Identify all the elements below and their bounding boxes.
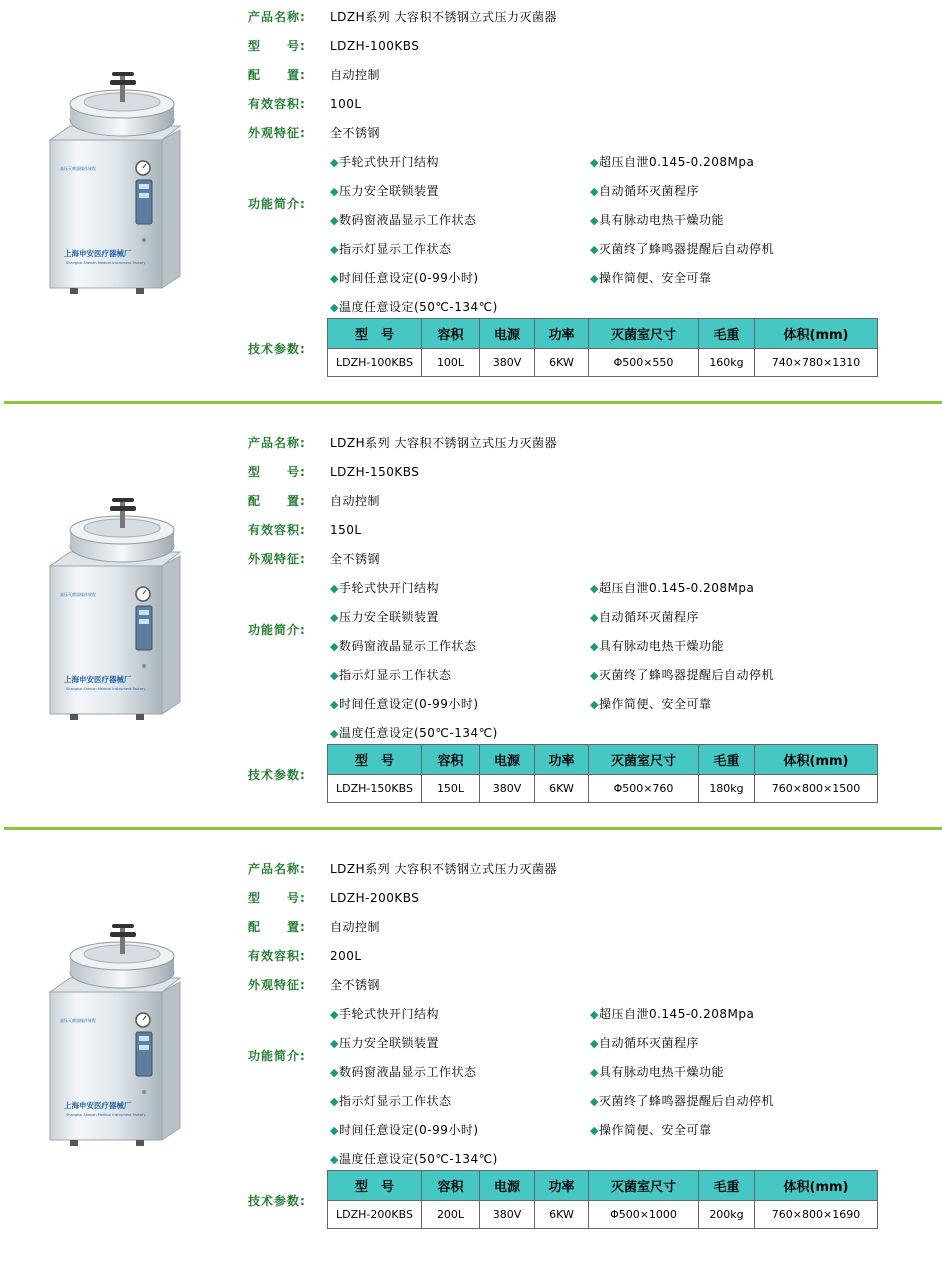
- spec-header-cell: 灭菌室尺寸: [589, 319, 699, 349]
- brand-text: 上海申安医疗器械厂: [64, 1101, 132, 1110]
- spec-header-row: [328, 319, 878, 349]
- diamond-icon: ◆: [330, 1153, 339, 1166]
- spec-data-row: [328, 349, 878, 377]
- feature-text: 指示灯显示工作状态: [338, 668, 452, 682]
- capacity-label: 有效容积:: [248, 523, 306, 537]
- product-capacity: 150L: [330, 523, 362, 537]
- spec-cell: 200L: [422, 1201, 480, 1229]
- brand-text: 上海申安医疗器械厂: [64, 675, 132, 684]
- name-label: 产品名称:: [248, 862, 306, 876]
- diamond-icon: ◆: [590, 1037, 599, 1050]
- feature-item: [330, 1005, 439, 1023]
- diamond-icon: ◆: [590, 698, 599, 711]
- feature-item: [590, 182, 699, 200]
- product-config: 自动控制: [330, 920, 381, 934]
- svg-text:Shanghai Shenan Medical Instru: Shanghai Shenan Medical Instrument Factory: [66, 687, 146, 691]
- feature-text: 温度任意设定(50℃-134℃): [338, 726, 498, 740]
- diamond-icon: ◆: [590, 1095, 599, 1108]
- feature-item: [330, 269, 479, 287]
- spec-header-cell: 毛重: [699, 319, 755, 349]
- svg-text:高压灭菌器操作规程: 高压灭菌器操作规程: [60, 166, 96, 171]
- feature-text: 自动循环灭菌程序: [598, 610, 699, 624]
- appearance-label: 外观特征:: [248, 978, 306, 992]
- spec-header-cell: 容积: [422, 745, 480, 775]
- svg-text:Shanghai Shenan Medical Instru: Shanghai Shenan Medical Instrument Factory: [66, 1113, 146, 1117]
- diamond-icon: ◆: [590, 611, 599, 624]
- spec-header-cell: 电源: [480, 1171, 535, 1201]
- svg-text:高压灭菌器操作规程: 高压灭菌器操作规程: [60, 592, 96, 597]
- spec-cell: 6KW: [535, 349, 589, 377]
- spec-header-cell: 功率: [535, 319, 589, 349]
- spec-header-cell: 容积: [422, 1171, 480, 1201]
- spec-header-cell: 灭菌室尺寸: [589, 745, 699, 775]
- feature-item: [330, 182, 439, 200]
- specs-label: 技术参数:: [248, 768, 306, 782]
- diamond-icon: ◆: [590, 243, 599, 256]
- name-label: 产品名称:: [248, 10, 306, 24]
- svg-text:高压灭菌器操作规程: 高压灭菌器操作规程: [60, 1018, 96, 1023]
- feature-item: [330, 724, 498, 742]
- feature-item: [590, 1005, 754, 1023]
- spec-header-cell: 型 号: [328, 1171, 422, 1201]
- model-label: 型 号:: [248, 891, 306, 905]
- spec-cell: LDZH-150KBS: [328, 775, 422, 803]
- spec-header-cell: 型 号: [328, 745, 422, 775]
- feature-text: 超压自泄0.145-0.208Mpa: [598, 1007, 755, 1021]
- feature-text: 操作简便、安全可靠: [598, 1123, 712, 1137]
- feature-text: 手轮式快开门结构: [338, 155, 439, 169]
- spec-cell: 380V: [480, 775, 535, 803]
- diamond-icon: ◆: [590, 272, 599, 285]
- product-appearance: 全不锈钢: [330, 126, 381, 140]
- spec-header-cell: 型 号: [328, 319, 422, 349]
- product-model: LDZH-150KBS: [330, 465, 420, 479]
- feature-item: [590, 608, 699, 626]
- section-divider: [4, 827, 942, 830]
- spec-cell: Φ500×760: [589, 775, 699, 803]
- diamond-icon: ◆: [590, 1124, 599, 1137]
- feature-text: 手轮式快开门结构: [338, 1007, 439, 1021]
- spec-cell: 160kg: [699, 349, 755, 377]
- feature-text: 灭菌终了蜂鸣器提醒后自动停机: [598, 1094, 774, 1108]
- feature-item: [590, 269, 711, 287]
- diamond-icon: ◆: [330, 727, 339, 740]
- product-model: LDZH-100KBS: [330, 39, 420, 53]
- feature-item: [330, 1034, 439, 1052]
- product-name: LDZH系列 大容积不锈钢立式压力灭菌器: [330, 10, 557, 24]
- product-appearance: 全不锈钢: [330, 552, 381, 566]
- diamond-icon: ◆: [330, 243, 339, 256]
- spec-cell: 380V: [480, 349, 535, 377]
- autoclave-image: [40, 922, 190, 1150]
- feature-item: [330, 695, 479, 713]
- product-config: 自动控制: [330, 494, 381, 508]
- feature-item: [590, 153, 754, 171]
- product-section: [0, 0, 942, 426]
- spec-cell: LDZH-200KBS: [328, 1201, 422, 1229]
- spec-data-row: [328, 775, 878, 803]
- feature-item: [330, 298, 498, 316]
- feature-text: 操作简便、安全可靠: [598, 697, 712, 711]
- specs-label: 技术参数:: [248, 1194, 306, 1208]
- spec-cell: 380V: [480, 1201, 535, 1229]
- spec-header-cell: 功率: [535, 745, 589, 775]
- spec-data-row: [328, 1201, 878, 1229]
- diamond-icon: ◆: [330, 185, 339, 198]
- product-capacity: 100L: [330, 97, 362, 111]
- diamond-icon: ◆: [330, 698, 339, 711]
- spec-header-cell: 电源: [480, 319, 535, 349]
- feature-item: [590, 579, 754, 597]
- spec-cell: 740×780×1310: [755, 349, 878, 377]
- spec-cell: 100L: [422, 349, 480, 377]
- diamond-icon: ◆: [590, 214, 599, 227]
- config-label: 配 置:: [248, 494, 306, 508]
- brand-text: 上海申安医疗器械厂: [64, 249, 132, 258]
- spec-cell: Φ500×1000: [589, 1201, 699, 1229]
- feature-item: [330, 579, 439, 597]
- name-label: 产品名称:: [248, 436, 306, 450]
- product-capacity: 200L: [330, 949, 362, 963]
- feature-text: 温度任意设定(50℃-134℃): [338, 1152, 498, 1166]
- spec-cell: 180kg: [699, 775, 755, 803]
- feature-text: 具有脉动电热干燥功能: [598, 639, 724, 653]
- product-appearance: 全不锈钢: [330, 978, 381, 992]
- feature-text: 指示灯显示工作状态: [338, 242, 452, 256]
- feature-text: 灭菌终了蜂鸣器提醒后自动停机: [598, 242, 774, 256]
- feature-item: [590, 240, 774, 258]
- specs-label: 技术参数:: [248, 342, 306, 356]
- diamond-icon: ◆: [330, 1066, 339, 1079]
- feature-item: [330, 153, 439, 171]
- diamond-icon: ◆: [330, 1095, 339, 1108]
- product-name: LDZH系列 大容积不锈钢立式压力灭菌器: [330, 436, 557, 450]
- diamond-icon: ◆: [590, 185, 599, 198]
- feature-item: [590, 637, 724, 655]
- spec-header-cell: 体积(mm): [755, 745, 878, 775]
- feature-text: 时间任意设定(0-99小时): [338, 271, 479, 285]
- feature-item: [330, 1092, 451, 1110]
- feature-item: [330, 1063, 476, 1081]
- spec-cell: 760×800×1690: [755, 1201, 878, 1229]
- spec-table: [327, 318, 878, 377]
- section-divider: [4, 401, 942, 404]
- feature-text: 时间任意设定(0-99小时): [338, 697, 479, 711]
- model-label: 型 号:: [248, 39, 306, 53]
- spec-cell: 6KW: [535, 1201, 589, 1229]
- spec-header-cell: 体积(mm): [755, 1171, 878, 1201]
- spec-header-cell: 毛重: [699, 1171, 755, 1201]
- diamond-icon: ◆: [330, 582, 339, 595]
- spec-header-cell: 体积(mm): [755, 319, 878, 349]
- feature-item: [330, 1150, 498, 1168]
- feature-text: 压力安全联锁装置: [338, 184, 439, 198]
- diamond-icon: ◆: [330, 640, 339, 653]
- diamond-icon: ◆: [330, 272, 339, 285]
- product-name: LDZH系列 大容积不锈钢立式压力灭菌器: [330, 862, 557, 876]
- functions-label: 功能简介:: [248, 197, 306, 211]
- autoclave-image: [40, 496, 190, 724]
- diamond-icon: ◆: [590, 640, 599, 653]
- feature-text: 温度任意设定(50℃-134℃): [338, 300, 498, 314]
- diamond-icon: ◆: [330, 669, 339, 682]
- spec-cell: 760×800×1500: [755, 775, 878, 803]
- diamond-icon: ◆: [330, 156, 339, 169]
- product-section: [0, 426, 942, 852]
- diamond-icon: ◆: [330, 611, 339, 624]
- diamond-icon: ◆: [330, 1124, 339, 1137]
- feature-item: [590, 1063, 724, 1081]
- spec-cell: 6KW: [535, 775, 589, 803]
- feature-text: 压力安全联锁装置: [338, 1036, 439, 1050]
- config-label: 配 置:: [248, 920, 306, 934]
- product-config: 自动控制: [330, 68, 381, 82]
- feature-item: [330, 240, 451, 258]
- diamond-icon: ◆: [590, 1066, 599, 1079]
- autoclave-image: [40, 70, 190, 298]
- capacity-label: 有效容积:: [248, 949, 306, 963]
- diamond-icon: ◆: [590, 669, 599, 682]
- feature-item: [330, 637, 476, 655]
- feature-text: 数码窗液晶显示工作状态: [338, 639, 477, 653]
- feature-text: 自动循环灭菌程序: [598, 1036, 699, 1050]
- appearance-label: 外观特征:: [248, 552, 306, 566]
- feature-text: 数码窗液晶显示工作状态: [338, 213, 477, 227]
- spec-table: [327, 1170, 878, 1229]
- appearance-label: 外观特征:: [248, 126, 306, 140]
- spec-header-cell: 灭菌室尺寸: [589, 1171, 699, 1201]
- diamond-icon: ◆: [330, 301, 339, 314]
- svg-text:Shanghai Shenan Medical Instru: Shanghai Shenan Medical Instrument Factory: [66, 261, 146, 265]
- feature-item: [590, 1121, 711, 1139]
- feature-item: [330, 666, 451, 684]
- feature-text: 自动循环灭菌程序: [598, 184, 699, 198]
- spec-cell: Φ500×550: [589, 349, 699, 377]
- feature-text: 指示灯显示工作状态: [338, 1094, 452, 1108]
- config-label: 配 置:: [248, 68, 306, 82]
- feature-text: 数码窗液晶显示工作状态: [338, 1065, 477, 1079]
- feature-item: [590, 1092, 774, 1110]
- diamond-icon: ◆: [330, 1037, 339, 1050]
- spec-cell: LDZH-100KBS: [328, 349, 422, 377]
- feature-text: 操作简便、安全可靠: [598, 271, 712, 285]
- diamond-icon: ◆: [590, 582, 599, 595]
- diamond-icon: ◆: [590, 156, 599, 169]
- feature-item: [590, 211, 724, 229]
- diamond-icon: ◆: [330, 1008, 339, 1021]
- spec-header-cell: 电源: [480, 745, 535, 775]
- functions-label: 功能简介:: [248, 623, 306, 637]
- feature-text: 具有脉动电热干燥功能: [598, 213, 724, 227]
- feature-item: [590, 666, 774, 684]
- functions-label: 功能简介:: [248, 1049, 306, 1063]
- product-model: LDZH-200KBS: [330, 891, 420, 905]
- feature-item: [590, 1034, 699, 1052]
- diamond-icon: ◆: [590, 1008, 599, 1021]
- feature-item: [330, 1121, 479, 1139]
- feature-text: 超压自泄0.145-0.208Mpa: [598, 155, 755, 169]
- spec-header-cell: 容积: [422, 319, 480, 349]
- model-label: 型 号:: [248, 465, 306, 479]
- feature-text: 灭菌终了蜂鸣器提醒后自动停机: [598, 668, 774, 682]
- diamond-icon: ◆: [330, 214, 339, 227]
- feature-item: [330, 608, 439, 626]
- feature-item: [590, 695, 711, 713]
- spec-cell: 150L: [422, 775, 480, 803]
- feature-text: 时间任意设定(0-99小时): [338, 1123, 479, 1137]
- product-section: [0, 852, 942, 1278]
- spec-header-row: [328, 745, 878, 775]
- spec-header-cell: 功率: [535, 1171, 589, 1201]
- feature-item: [330, 211, 476, 229]
- feature-text: 手轮式快开门结构: [338, 581, 439, 595]
- spec-table: [327, 744, 878, 803]
- spec-header-cell: 毛重: [699, 745, 755, 775]
- feature-text: 超压自泄0.145-0.208Mpa: [598, 581, 755, 595]
- capacity-label: 有效容积:: [248, 97, 306, 111]
- spec-header-row: [328, 1171, 878, 1201]
- feature-text: 压力安全联锁装置: [338, 610, 439, 624]
- spec-cell: 200kg: [699, 1201, 755, 1229]
- feature-text: 具有脉动电热干燥功能: [598, 1065, 724, 1079]
